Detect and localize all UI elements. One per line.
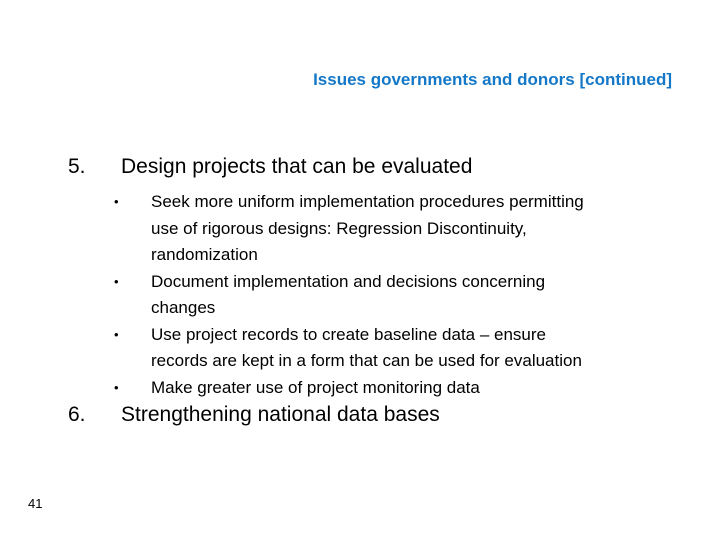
sub-bullet-text bbox=[151, 189, 681, 269]
sub-bullet-text bbox=[151, 375, 681, 402]
bullet-icon: • bbox=[114, 326, 119, 342]
bullet-icon: • bbox=[114, 379, 119, 395]
slide-title: Issues governments and donors [continued] bbox=[313, 70, 672, 89]
text-line: records are kept in a form that can be used for evaluation bbox=[151, 351, 582, 370]
item-number: 6. bbox=[68, 403, 86, 426]
sub-bullet-text bbox=[151, 322, 681, 375]
bullet-icon: • bbox=[114, 194, 119, 209]
numbered-item-6 bbox=[68, 403, 440, 427]
text-line: Make greater use of project monitoring data bbox=[151, 377, 480, 397]
text-line: Seek more uniform implementation procedures permitting bbox=[151, 192, 584, 211]
sub-bullet-text bbox=[151, 269, 681, 322]
page-number: 41 bbox=[28, 496, 43, 511]
text-line: use of rigorous designs: Regression Discontinuity, bbox=[151, 218, 527, 238]
item-number: 5. bbox=[68, 155, 86, 178]
sub-bullet-item bbox=[0, 375, 681, 402]
text-line: Use project records to create baseline data – ensure bbox=[151, 324, 547, 344]
sub-bullet-item bbox=[0, 322, 681, 375]
item-text: Strengthening national data bases bbox=[121, 403, 440, 426]
text-line: Document implementation and decisions concerning bbox=[151, 271, 546, 291]
numbered-item-5 bbox=[68, 155, 472, 179]
sub-bullet-item bbox=[0, 269, 681, 322]
sub-bullet-item bbox=[0, 189, 681, 269]
sub-bullet-list bbox=[0, 189, 681, 401]
item-text: Design projects that can be evaluated bbox=[121, 155, 473, 178]
text-line: randomization bbox=[151, 245, 258, 264]
bullet-icon: • bbox=[114, 273, 119, 289]
text-line: changes bbox=[151, 298, 216, 317]
